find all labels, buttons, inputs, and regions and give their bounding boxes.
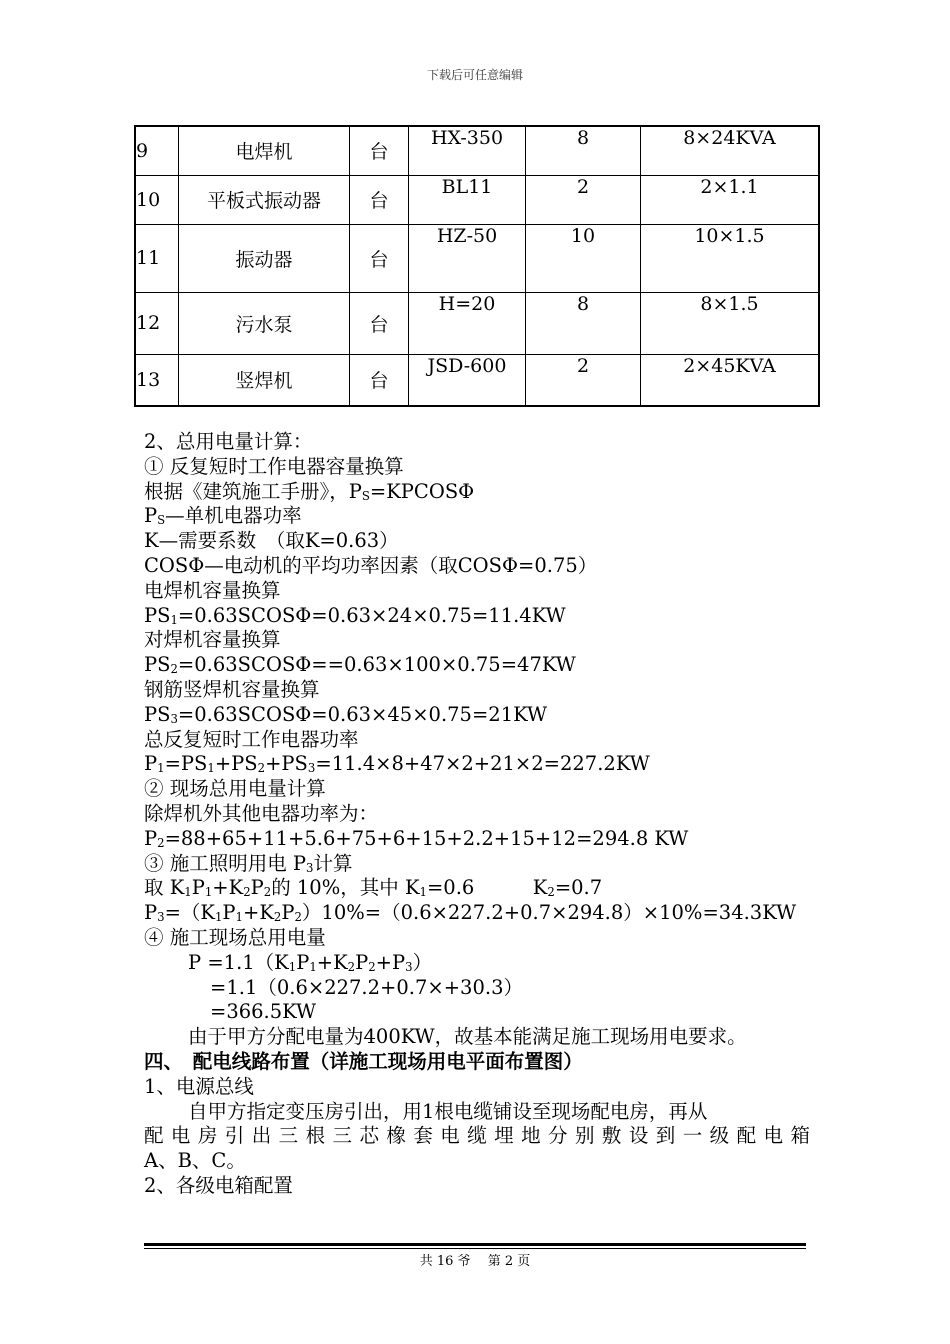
formula-line: P1=PS1+PS2+PS3=11.4×8+47×2+21×2=227.2KW <box>144 752 650 776</box>
cell-unit: 台 <box>350 175 409 224</box>
table-row <box>135 224 819 292</box>
formula-line: 取 K1P1+K2P2的 10%，其中 K1=0.6 K2=0.7 <box>144 876 603 900</box>
page-header: 下载后可任意编辑 <box>426 68 523 82</box>
cell-unit: 台 <box>350 224 409 292</box>
subheading: ② 现场总用电量计算 <box>144 777 326 801</box>
text-line: 总反复短时工作电器功率 <box>144 727 359 751</box>
cell-name: 竖焊机 <box>179 354 350 406</box>
cell-quantity: 2 <box>526 175 641 224</box>
cell-name: 振动器 <box>179 224 350 292</box>
cell-number: 9 <box>135 126 179 175</box>
formula-line: P3=（K1P1+K2P2）10%=（0.6×227.2+0.7×294.8）×10%=34.3KW <box>144 901 797 925</box>
cell-model: BL11 <box>409 175 526 224</box>
section-heading: 1、电源总线 <box>144 1074 254 1098</box>
cell-capacity: 8×1.5 <box>641 292 820 354</box>
cell-number: 10 <box>135 175 179 224</box>
text-line: COSΦ—电动机的平均功率因素（取COSΦ=0.75） <box>144 553 598 577</box>
section-heading: 2、总用电量计算： <box>144 430 313 453</box>
cell-name: 平板式振动器 <box>179 175 350 224</box>
cell-quantity: 8 <box>526 292 641 354</box>
cell-model: HZ-50 <box>409 224 526 292</box>
section-heading: 2、各级电箱配置 <box>144 1173 293 1197</box>
cell-capacity: 2×45KVA <box>641 354 820 406</box>
formula-line: PS3=0.63SCOSΦ=0.63×45×0.75=21KW <box>144 702 548 726</box>
footer-rule-thick <box>144 1243 806 1246</box>
subheading: ④ 施工现场总用电量 <box>144 925 326 949</box>
cell-model: H=20 <box>409 292 526 354</box>
cell-capacity: 8×24KVA <box>641 126 820 175</box>
equipment-table <box>134 125 820 407</box>
cell-number: 11 <box>135 224 179 292</box>
formula-line: P =1.1（K1P1+K2P2+P3） <box>188 950 433 974</box>
text-line: 电焊机容量换算 <box>144 578 281 602</box>
cell-model: HX-350 <box>409 126 526 175</box>
table-row <box>135 292 819 354</box>
paragraph-line: A、B、C。 <box>144 1149 246 1173</box>
cell-name: 电焊机 <box>179 126 350 175</box>
cell-number: 12 <box>135 292 179 354</box>
formula-line: PS2=0.63SCOSΦ==0.63×100×0.75=47KW <box>144 653 576 677</box>
formula-line: P2=88+65+11+5.6+75+6+15+2.2+15+12=294.8 KW <box>144 826 689 850</box>
table-row <box>135 175 819 224</box>
formula-line: =1.1（0.6×227.2+0.7×+30.3） <box>210 975 523 999</box>
formula-line: PS1=0.63SCOSΦ=0.63×24×0.75=11.4KW <box>144 603 566 627</box>
text-line: K—需要系数 （取K=0.63） <box>144 529 399 553</box>
paragraph-line: 自甲方指定变压房引出，用1根电缆铺设至现场配电房，再从 <box>188 1099 708 1123</box>
cell-number: 13 <box>135 354 179 406</box>
table-row <box>135 354 819 406</box>
subheading: ③ 施工照明用电 P3计算 <box>144 851 353 875</box>
cell-capacity: 10×1.5 <box>641 224 820 292</box>
cell-quantity: 10 <box>526 224 641 292</box>
cell-unit: 台 <box>350 292 409 354</box>
cell-unit: 台 <box>350 126 409 175</box>
table-row <box>135 126 819 175</box>
text-line: 除焊机外其他电器功率为： <box>144 801 379 825</box>
cell-name: 污水泵 <box>179 292 350 354</box>
text-line: 由于甲方分配电量为400KW，故基本能满足施工现场用电要求。 <box>188 1025 747 1049</box>
cell-model: JSD-600 <box>409 354 526 406</box>
formula-line: =366.5KW <box>210 1000 317 1024</box>
section-heading: 四、 配电线路布置（详施工现场用电平面布置图） <box>144 1049 583 1073</box>
text-line: 对焊机容量换算 <box>144 628 281 652</box>
cell-capacity: 2×1.1 <box>641 175 820 224</box>
text-line: 根据《建筑施工手册》，PS=KPCOSΦ <box>144 479 475 503</box>
subheading: ① 反复短时工作电器容量换算 <box>144 454 404 478</box>
cell-quantity: 8 <box>526 126 641 175</box>
page-footer: 共 16 爷 第 2 页 <box>419 1254 531 1269</box>
footer-rule-thin <box>144 1248 806 1249</box>
paragraph-line: 配电房引出三根三芯橡套电缆埋地分别敷设到一级配电箱 <box>144 1124 810 1148</box>
text-line: PS—单机电器功率 <box>144 504 302 528</box>
cell-unit: 台 <box>350 354 409 406</box>
text-line: 钢筋竖焊机容量换算 <box>144 677 320 701</box>
cell-quantity: 2 <box>526 354 641 406</box>
document-body <box>144 430 810 1199</box>
